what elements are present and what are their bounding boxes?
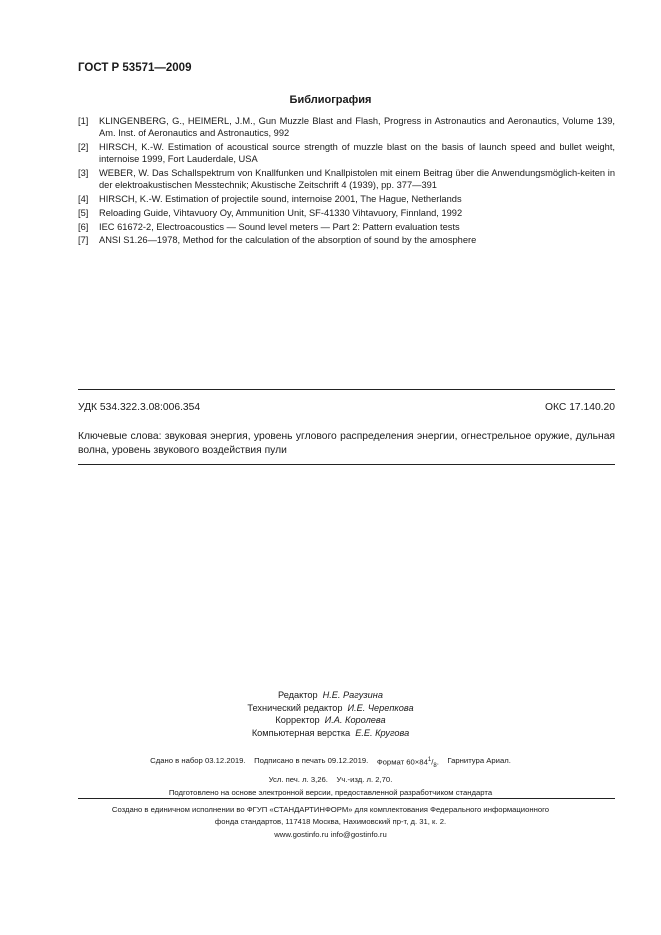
credit-name: Е.Е. Кругова (355, 727, 410, 738)
bibliography-entry (78, 193, 615, 205)
entry-number: [5] (78, 207, 89, 218)
credit-role: Технический редактор (247, 702, 343, 713)
oks-code: ОКС 17.140.20 (545, 402, 615, 413)
divider (78, 389, 615, 390)
credit-role: Компьютерная верстка (251, 727, 351, 738)
divider (78, 798, 615, 799)
credit-name: Н.Е. Рагузина (322, 690, 383, 700)
website-link[interactable]: www.gostinfo.ru (274, 829, 329, 839)
entry-number: [6] (78, 221, 89, 232)
entry-number: [2] (78, 142, 89, 152)
credit-role: Корректор (275, 715, 320, 725)
footer-line: Создано в единичном исполнении во ФГУП «СТАНДАРТИНФОРМ» для комплектования Федерального информационного (111, 805, 550, 814)
credits-block (0, 689, 661, 739)
bibliography-entry (78, 141, 615, 165)
bibliography-title: Библиография (289, 94, 372, 106)
entry-text: Reloading Guide, Vihtavuory Oy, Ammunition Unit, SF-41330 Vihtavuory, Finnland, 1992 (99, 207, 463, 218)
entry-text: ANSI S1.26—1978, Method for the calculation of the absorption of sound by the amosphere (99, 235, 477, 246)
footer-line: фонда стандартов, 117418 Москва, Нахимовский пр-т, д. 31, к. 2. (214, 817, 447, 827)
print-format: Формат $60\times 84^1/_8$. (376, 757, 439, 770)
publication-info (0, 754, 661, 799)
credit-line (0, 702, 661, 715)
udk-code: УДК 534.322.3.08:006.354 (78, 402, 201, 413)
entry-text: HIRSCH, K.-W. Estimation of acoustical source strength of muzzle blast on the basis of launch speed and bullet weight, internoise 1999, Fort Lauderdale, USA (99, 142, 615, 165)
email-link[interactable]: info@gostinfo.ru (330, 829, 387, 839)
prepared-note: Подготовлено на основе электронной версии, предоставленной разработчиком стандарта (168, 788, 493, 798)
bibliography-entry (78, 167, 615, 191)
credit-line (0, 714, 661, 727)
entry-text: KLINGENBERG, G., HEIMERL, J.M., Gun Muzzle Blast and Flash, Progress in Astronautics and Aeronautics, Volume 139, Am. Inst. of Aeronautics and Astronautics, 992 (99, 116, 615, 139)
sent-to-typeset: Сдано в набор 03.12.2019. (150, 756, 246, 765)
signed-to-print: Подписано в печать 09.12.2019. (254, 756, 369, 765)
entry-number: [1] (78, 116, 89, 126)
credit-role: Редактор (278, 690, 318, 700)
entry-text: IEC 61672-2, Electroacoustics — Sound level meters — Part 2: Pattern evaluation tests (99, 221, 460, 232)
publisher-footer (0, 804, 661, 841)
typeface: Гарнитура Ариал. (447, 756, 511, 765)
edition-sheets: Уч.-изд. л. 2,70. (336, 775, 393, 785)
bibliography-entry (78, 234, 615, 246)
entry-number: [7] (78, 235, 89, 246)
standard-id: ГОСТ Р 53571—2009 (78, 62, 192, 74)
bibliography-entry (78, 221, 615, 233)
credit-line (0, 727, 661, 740)
credit-name: И.А. Королева (324, 715, 386, 725)
publication-row (0, 773, 661, 786)
credit-line (0, 689, 661, 702)
keywords: Ключевые слова: звуковая энергия, уровень углового распределения энергии, огнестрельное оружие, дульная волна, уровень звукового воздействия пули (78, 431, 615, 456)
footer-contacts (0, 829, 661, 841)
credit-name: И.Е. Черепкова (347, 702, 414, 713)
entry-number: [3] (78, 168, 89, 178)
divider (78, 464, 615, 465)
print-sheets: Усл. печ. л. 3,26. (268, 775, 328, 785)
bibliography-list (78, 115, 615, 248)
publication-row (0, 754, 661, 773)
bibliography-entry (78, 207, 615, 219)
entry-number: [4] (78, 194, 89, 204)
bibliography-entry (78, 115, 615, 139)
entry-text: HIRSCH, K.-W. Estimation of projectile sound, internoise 2001, The Hague, Netherlands (99, 194, 462, 204)
entry-text: WEBER, W. Das Schallspektrum von Knallfunken und Knallpistolen mit einem Beitrag über die Anwendungsmöglich-keiten in der elektroakustischen Messtechnik; Akustische Zeitschrift 4 (1939), pp. 377—391 (99, 168, 615, 191)
